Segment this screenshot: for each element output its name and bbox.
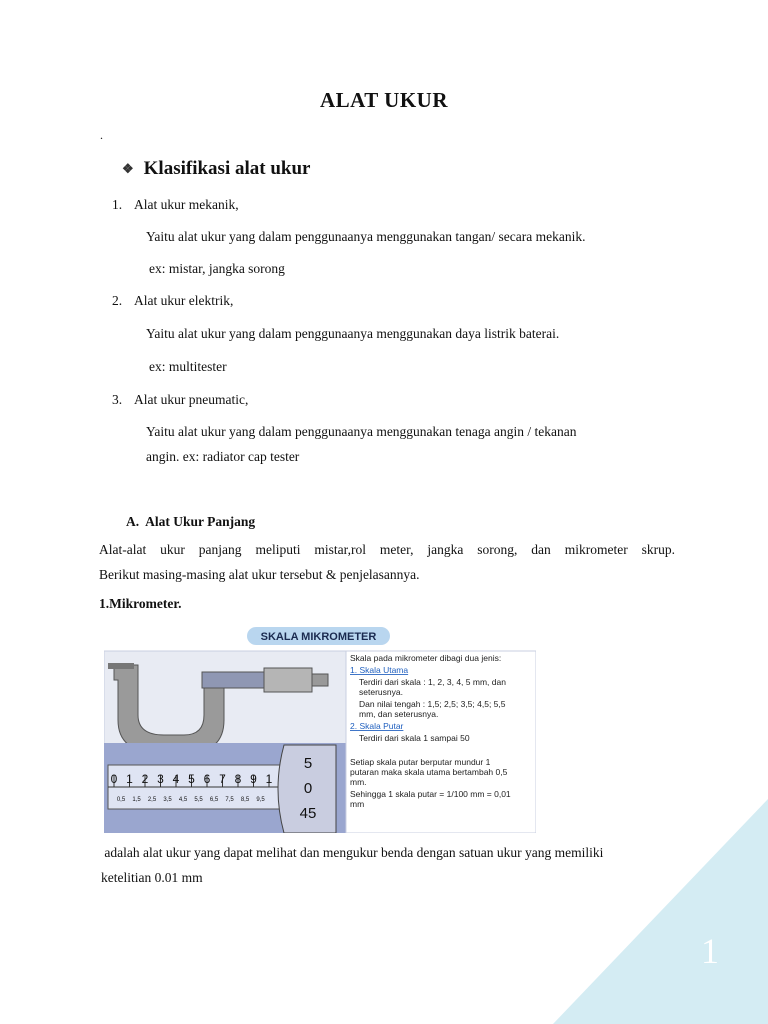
figure-text-line: Terdiri dari skala : 1, 2, 3, 4, 5 mm, dan [359, 677, 506, 687]
half-scale-label: 7,5 [225, 797, 234, 803]
list-item-desc: Yaitu alat ukur yang dalam penggunaanya menggunakan tangan/ secara mekanik. [146, 229, 586, 244]
list-item-desc-cont: angin. ex: radiator cap tester [146, 449, 300, 464]
half-scale-label: 5,5 [194, 797, 203, 803]
figure-text-line: Setiap skala putar berputar mundur 1 [350, 757, 491, 767]
figure-text-line: Skala pada mikrometer dibagi dua jenis: [350, 653, 502, 663]
half-scale-label: 9,5 [256, 797, 265, 803]
main-scale-label: 5 [188, 772, 195, 786]
diamond-bullet-icon: ❖ [122, 161, 134, 176]
figure-text-line: mm, dan seterusnya. [359, 709, 439, 719]
list-item-number: 3. [112, 392, 123, 407]
thimble-label: 0 [303, 780, 313, 797]
section-a-heading [126, 514, 255, 530]
description-line-1: adalah alat ukur yang dapat melihat dan mengukur benda dengan satuan ukur yang memiliki [101, 845, 604, 860]
section-a-paragraph [99, 537, 675, 587]
classification-heading [122, 158, 310, 180]
figure-banner-text: SKALA MIKROMETER [260, 631, 377, 643]
page-title: ALAT UKUR [320, 88, 448, 112]
main-scale-label: 7 [219, 772, 226, 786]
figure-text-line: 1. Skala Utama [350, 665, 409, 675]
section-a-line-1: Alat-alat ukur panjang meliputi mistar,rol meter, jangka sorong, dan mikrometer skrup. [99, 542, 675, 557]
half-scale-label: 8,5 [240, 797, 250, 803]
section-a-title: Alat Ukur Panjang [145, 514, 256, 529]
main-scale-label: 4 [172, 772, 180, 786]
list-item-name: Alat ukur mekanik, [134, 197, 239, 212]
list-item-name: Alat ukur elektrik, [134, 293, 234, 308]
figure-text-line: Dan nilai tengah : 1,5; 2,5; 3,5; 4,5; 5,5 [359, 699, 506, 709]
main-scale-label: 6 [203, 772, 211, 786]
figure-text-line: Sehingga 1 skala putar = 1/100 mm = 0,01 [350, 789, 511, 799]
main-scale-label: 3 [157, 772, 164, 786]
section-a-line-2: Berikut masing-masing alat ukur tersebut & penjelasannya. [99, 567, 420, 582]
half-scale-label: 6,5 [209, 797, 219, 803]
figure-text-line: mm. [350, 777, 367, 787]
main-scale-label: 8 [234, 772, 242, 786]
page-number: 1 [701, 931, 719, 971]
stray-dot: . [100, 128, 103, 142]
thimble-label: 45 [299, 805, 317, 822]
half-scale-label: 1,5 [132, 797, 141, 803]
list-item-example: ex: multitester [149, 359, 227, 374]
list-item-desc: Yaitu alat ukur yang dalam penggunaanya menggunakan daya listrik baterai. [146, 326, 560, 341]
list-item-number: 1. [112, 197, 123, 212]
list-item-example: ex: mistar, jangka sorong [149, 261, 285, 276]
main-scale-label: 9 [250, 772, 257, 786]
figure-text-line: seterusnya. [359, 687, 403, 697]
main-scale-label: 1 [265, 772, 273, 786]
thimble-label: 5 [303, 755, 313, 772]
section-a-label: A. [126, 514, 140, 529]
figure-text-line: mm [350, 799, 365, 809]
half-scale-label: 2,5 [147, 797, 157, 803]
figure-text-line: 2. Skala Putar [350, 721, 404, 731]
main-scale-label: 2 [141, 772, 149, 786]
micrometer-figure [104, 625, 536, 833]
corner-decoration [553, 799, 768, 1024]
mikrometer-heading: 1.Mikrometer. [99, 596, 182, 611]
list-item-number: 2. [112, 293, 123, 308]
classification-heading-text: Klasifikasi alat ukur [143, 158, 311, 179]
half-scale-label: 0,5 [116, 797, 126, 803]
main-scale-label: 0 [110, 772, 118, 786]
list-item-desc: Yaitu alat ukur yang dalam penggunaanya menggunakan tenaga angin / tekanan [146, 424, 577, 439]
main-scale-label: 1 [126, 772, 133, 786]
list-item-name: Alat ukur pneumatic, [134, 392, 249, 407]
figure-text-line: Terdiri dari skala 1 sampai 50 [359, 733, 470, 743]
figure-text-line: putaran maka skala utama bertambah 0,5 [350, 767, 508, 777]
half-scale-label: 4,5 [178, 797, 188, 803]
description-line-2: ketelitian 0.01 mm [101, 870, 203, 885]
half-scale-label: 3,5 [163, 797, 172, 803]
